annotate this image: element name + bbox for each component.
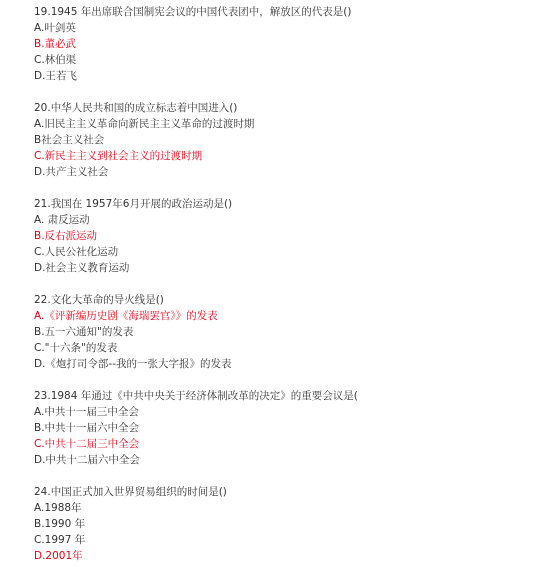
answer-option: D.社会主义教育运动 (34, 262, 130, 274)
answer-option: D.王若飞 (34, 70, 77, 82)
question-block (34, 388, 554, 468)
question-stem: 24.中国正式加入世界贸易组织的时间是() (34, 486, 227, 498)
answer-option: D.共产主义社会 (34, 166, 109, 178)
answer-option: B.五一六通知"的发表 (34, 326, 134, 338)
question-stem: 20.中华人民共和国的成立标志着中国进入() (34, 102, 238, 114)
answer-option-correct: B.反右派运动 (34, 230, 98, 242)
answer-option: C.人民公社化运动 (34, 246, 119, 258)
answer-option: D.《炮打司令部--我的一张大字报》的发表 (34, 358, 232, 370)
answer-option: A.旧民主主义革命向新民主主义革命的过渡时期 (34, 118, 255, 130)
answer-option-correct: C.中共十二届三中全会 (34, 438, 140, 450)
answer-option-correct: C.新民主主义到社会主义的过渡时期 (34, 150, 203, 162)
answer-option: C.林伯渠 (34, 54, 77, 66)
question-stem: 23.1984 年通过《中共中央关于经济体制改革的决定》的重要会议是( (34, 390, 358, 402)
question-stem: 19.1945 年出席联合国制宪会议的中国代表团中，解放区的代表是() (34, 6, 352, 18)
question-block (34, 100, 554, 180)
answer-option: A.1988年 (34, 502, 82, 514)
answer-option: C.1997 年 (34, 534, 86, 546)
answer-option: A.中共十一届三中全会 (34, 406, 139, 418)
question-block (34, 292, 554, 372)
answer-option: C."十六条"的发表 (34, 342, 118, 354)
question-stem: 22.文化大革命的导火线是() (34, 294, 164, 306)
answer-option-correct: D.2001年 (34, 550, 83, 562)
answer-option: A.叶剑英 (34, 22, 76, 34)
answer-option: D.中共十二届六中全会 (34, 454, 140, 466)
question-stem: 21.我国在 1957年6月开展的政治运动是() (34, 198, 233, 210)
question-block (34, 4, 554, 84)
answer-option: B.1990 年 (34, 518, 86, 530)
answer-option: A. 肃反运动 (34, 214, 90, 226)
question-block (34, 484, 554, 564)
answer-option-correct: A.《评新编历史剧《海瑞罢官》》的发表 (34, 310, 218, 322)
answer-option-correct: B.董必武 (34, 38, 77, 50)
answer-option: B.中共十一届六中全会 (34, 422, 140, 434)
answer-option: B社会主义社会 (34, 134, 105, 146)
question-block (34, 196, 554, 276)
